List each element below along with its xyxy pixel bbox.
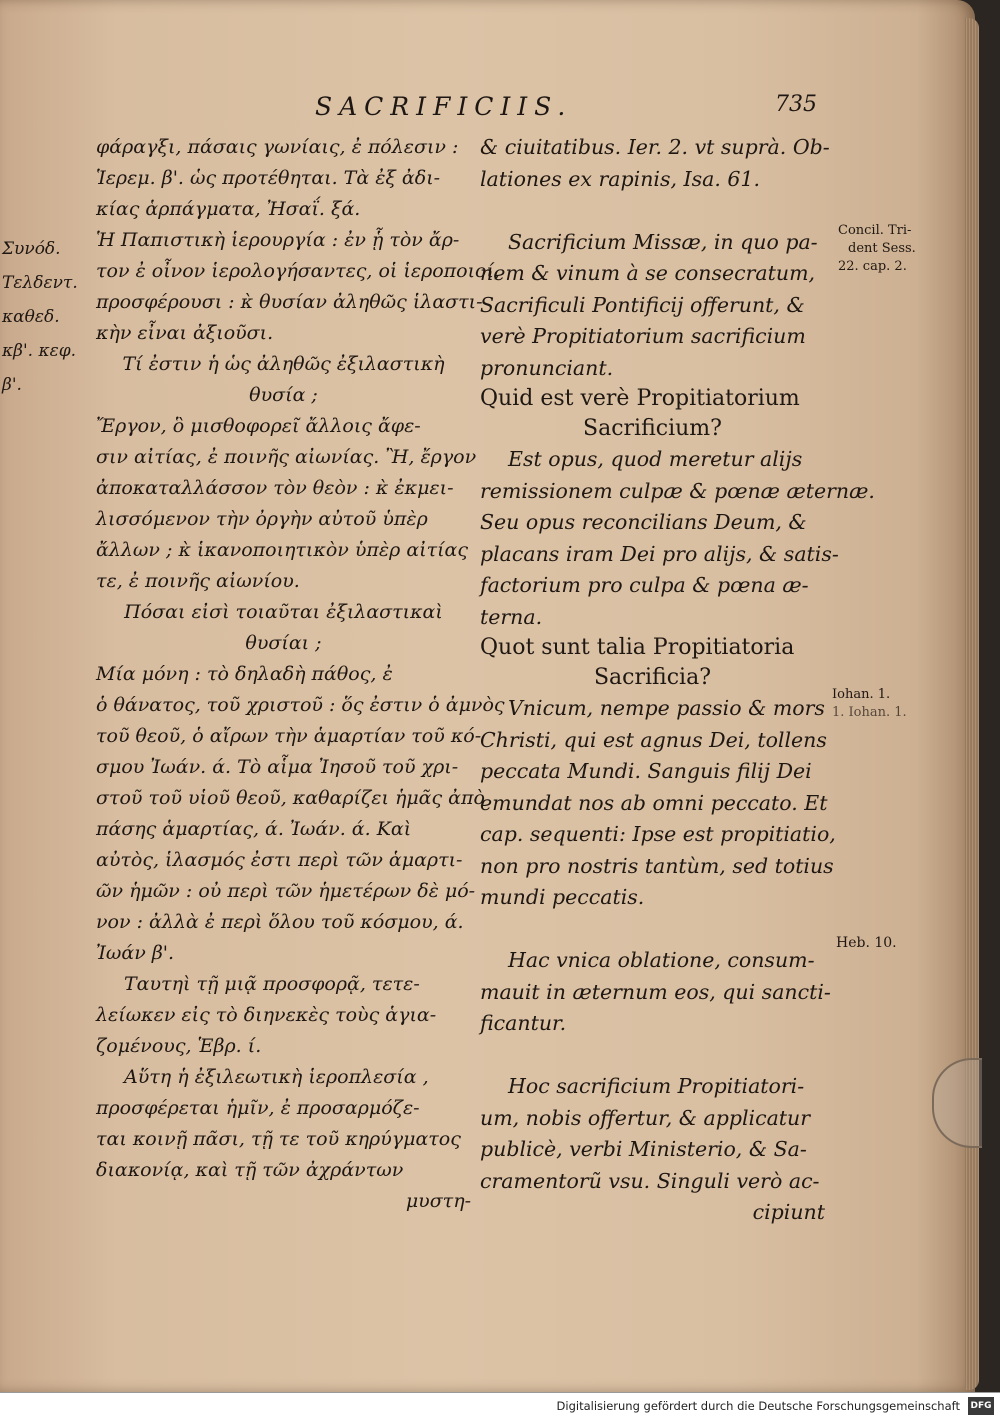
margin-note-line: β'. [2,375,22,395]
text-line: θυσίαι ; [245,632,322,654]
text-line: Ἱερεμ. β'. ὡς προτέθηται. Τὰ ἐξ ἀδι- [96,167,441,189]
text-line: Τί ἐστιν ἡ ὡς ἀληθῶς ἐξιλαστικὴ [122,353,445,375]
text-line: Quot sunt talia Propitiatoria [480,635,795,660]
text-line: Est opus, quod meretur alijs [508,447,803,471]
margin-note-line: Concil. Tri- [838,223,912,238]
text-line: cap. sequenti: Ipse est propitiatio, [480,822,836,846]
text-line: ζομένους, Ἑβρ. ί. [96,1035,262,1057]
margin-note-line: κβ'. κεφ. [2,341,77,361]
margin-note-line: dent Sess. [848,241,916,256]
greek-column [96,132,505,1217]
text-line: pronunciant. [480,355,614,380]
text-line: ἀποκαταλλάσσον τὸν θεὸν : κ̀ ἐκμει- [96,477,454,499]
text-line: λείωκεν εἰς τὸ διηνεκὲς τοὺς ἁγια- [96,1004,437,1026]
text-line: Seu opus reconcilians Deum, & [480,510,807,534]
text-line: ται κοινῇ πᾶσι, τῇ τε τοῦ κηρύγματος [96,1128,461,1150]
text-line: Μία μόνη : τὸ δηλαδὴ πάθος, ἐ [96,663,393,685]
text-line: & ciuitatibus. Ier. 2. vt suprà. Ob- [480,135,830,159]
margin-note-line: 22. cap. 2. [838,259,907,274]
text-line: factorium pro culpa & pœna æ- [480,573,809,597]
text-line: Quid est verè Propitiatorium [480,386,800,411]
margin-note-heb: Heb. 10. [836,935,897,951]
text-line: nem & vinum à se consecratum, [480,261,816,285]
text-line: mundi peccatis. [480,885,645,909]
text-line: Sacrificium Missæ, in quo pa- [508,229,818,254]
text-line: emundat nos ab omni peccato. Et [480,790,828,815]
margin-note-iohan [832,686,907,722]
text-line: ὁ θάνατος, τοῦ χριστοῦ : ὅς ἐστιν ὁ ἀμνὸς [96,694,505,716]
text-line: φάραγξι, πάσαις γωνίαις, ἐ πόλεσιν : [96,136,459,158]
text-line: κὴν εἶναι ἀξιοῦσι. [96,322,274,344]
margin-note-line: Τελδεντ. [2,273,78,293]
text-line: placans iram Dei pro alijs, & satis- [480,541,839,566]
text-line: Sacrificuli Pontificij offerunt, & [480,292,805,317]
text-line: στοῦ τοῦ υἱοῦ θεοῦ, καθαρίζει ἡμᾶς ἀπὸ [96,787,485,809]
margin-note-line: Συνόδ. [2,239,61,259]
text-line: Πόσαι εἰσὶ τοιαῦται ἐξιλαστικαὶ [124,601,443,623]
text-line: Αὕτη ἡ ἐξιλεωτικὴ ἱεροπλεσία , [124,1066,429,1088]
text-line: peccata Mundi. Sanguis filij Dei [480,759,812,783]
text-line: terna. [480,604,543,629]
text-line: τοῦ θεοῦ, ὁ αἴρων τὴν ἁμαρτίαν τοῦ κό- [96,725,482,747]
margin-note-concil [838,222,916,276]
text-line: Sacrificium? [583,416,722,441]
text-line: σιν αἰτίας, ἐ ποινῆς αἰωνίας. Ἢ, ἔργον [96,446,477,468]
text-line: um, nobis offertur, & applicatur [480,1105,811,1130]
dfg-logo: DFG [968,1397,994,1415]
text-line: μυστη- [405,1190,471,1212]
text-line: publicè, verbi Ministerio, & Sa- [480,1137,807,1161]
text-line: σμου Ἰωάν. ά. Τὸ αἷμα Ἰησοῦ τοῦ χρι- [96,756,459,778]
text-line [480,1040,825,1072]
text-line: Vnicum, nempe passio & mors [508,696,825,720]
text-line: Hac vnica oblatione, consum- [508,948,815,972]
text-line: cramentorũ vsu. Singuli verò ac- [480,1168,820,1193]
text-line: Ἰωάν β'. [96,942,175,964]
text-line: Christi, qui est agnus Dei, tollens [480,727,827,752]
text-line: τε, ἐ ποινῆς αἰωνίου. [96,570,300,592]
text-line: cipiunt [752,1200,825,1224]
text-line: Ἡ Παπιστικὴ ἱερουργία : ἐν ᾗ τὸν ἄρ- [96,229,460,251]
text-line: νον : ἀλλὰ ἐ περὶ ὅλου τοῦ κόσμου, ά. [96,911,464,933]
text-line: αὐτὸς, ἱλασμός ἐστι περὶ τῶν ἁμαρτι- [96,849,463,871]
text-line: κίας ἁρπάγματα, Ἠσαΐ. ξά. [96,198,361,220]
text-line [480,914,825,946]
text-line: τον ἐ οἶνον ἱερολογήσαντες, οἱ ἱεροποιοί, [96,260,500,282]
text-line: θυσία ; [249,384,318,406]
text-line [480,195,825,227]
left-margin-notes [2,232,78,402]
margin-note-line: καθεδ. [2,307,60,327]
text-line: ἄλλων ; κ̀ ἱκανοποιητικὸν ὑπὲρ αἰτίας [96,539,469,561]
text-line: verè Propitiatorium sacrificium [480,324,806,348]
text-line: προσφέρουσι : κ̀ θυσίαν ἀληθῶς ἱλαστι- [96,291,483,313]
running-header: SACRIFICIIS. [315,92,573,121]
text-line: πάσης ἁμαρτίας, ά. Ἰωάν. ά. Καὶ [96,818,412,840]
footer-bar [0,1392,1000,1420]
text-line: προσφέρεται ἡμῖν, ἐ προσαρμόζε- [96,1097,420,1119]
text-line: ficantur. [480,1011,567,1035]
text-line: διακονίᾳ, καὶ τῇ τῶν ἀχράντων [96,1159,404,1181]
text-line: ῶν ἡμῶν : οὐ περὶ τῶν ἡμετέρων δὲ μό- [96,880,476,902]
page-number: 735 [775,92,817,117]
text-line: lationes ex rapinis, Isa. 61. [480,166,760,191]
margin-note-line: 1. Iohan. 1. [832,705,907,720]
text-line: remissionem culpæ & pœnæ æternæ. [480,478,875,503]
text-line: Hoc sacrificium Propitiatori- [508,1074,805,1098]
text-line: Sacrificia? [593,665,711,690]
text-line: λισσόμενον τὴν ὀργὴν αὐτοῦ ὑπὲρ [96,508,428,530]
text-line: Ταυτηὶ τῇ μιᾷ προσφορᾷ, τετε- [124,973,420,995]
text-line: Ἔργον, ὃ μισθοφορεῖ ἄλλοις ἄφε- [96,415,421,437]
text-line: non pro nostris tantùm, sed totius [480,853,834,878]
footer-credit: Digitalisierung gefördert durch die Deutsche Forschungsgemeinschaft [556,1399,960,1413]
text-line: mauit in æternum eos, qui sancti- [480,979,831,1004]
page-edge [965,18,979,1390]
margin-note-line: Iohan. 1. [832,687,891,702]
